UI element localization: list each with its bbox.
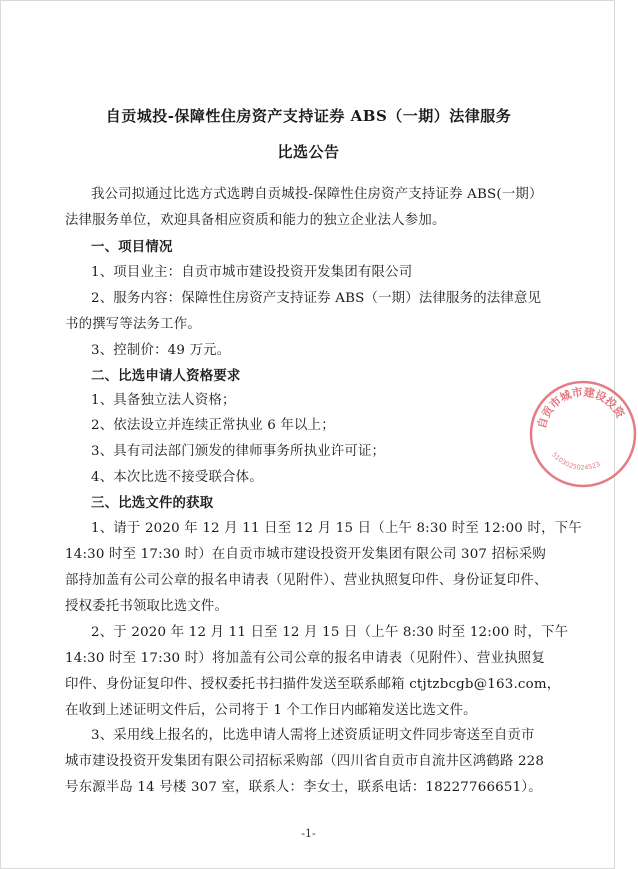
document-title: 自贡城投-保障性住房资产支持证券 ABS（一期）法律服务 bbox=[105, 107, 512, 125]
seal-code: 5103025024523 bbox=[550, 450, 602, 472]
acquisition-paragraph-line: 14:30 时至 17:30 时）将加盖有公司公章的报名申请表（见附件）、营业执照复 bbox=[65, 651, 545, 666]
document-subtitle: 比选公告 bbox=[277, 143, 340, 161]
qualification-item: 1、具备独立法人资格； bbox=[91, 393, 236, 408]
acquisition-paragraph-line: 在收到上述证明文件后，公司将于 1 个工作日内邮箱发送比选文件。 bbox=[65, 703, 477, 718]
page-number: -1- bbox=[301, 827, 316, 840]
seal-text: 自贡市城市建设投资 bbox=[535, 385, 627, 430]
acquisition-paragraph-line: 3、采用线上报名的，比选申请人需将上述资质证明文件同步寄送至自贡市 bbox=[91, 728, 535, 743]
section-heading-qualification: 二、比选申请人资格要求 bbox=[91, 368, 241, 384]
project-owner: 1、项目业主：自贡市城市建设投资开发集团有限公司 bbox=[91, 265, 413, 280]
intro-paragraph-line: 法律服务单位，欢迎具备相应资质和能力的独立企业法人参加。 bbox=[65, 213, 446, 228]
qualification-item: 2、依法设立并连续正常执业 6 年以上； bbox=[91, 418, 335, 433]
acquisition-paragraph-line: 14:30 时至 17:30 时）在自贡市城市建设投资开发集团有限公司 307 招标采购 bbox=[65, 547, 546, 562]
acquisition-paragraph-line: 部持加盖有公司公章的报名申请表（见附件）、营业执照复印件、身份证复印件、 bbox=[65, 573, 548, 588]
acquisition-paragraph-line: 授权委托书领取比选文件。 bbox=[65, 599, 229, 614]
section-heading-documents: 三、比选文件的获取 bbox=[91, 495, 214, 511]
control-price: 3、控制价：49 万元。 bbox=[91, 343, 231, 358]
intro-paragraph-line: 我公司拟通过比选方式选聘自贡城投-保障性住房资产支持证券 ABS(一期） bbox=[91, 187, 543, 202]
acquisition-paragraph-line: 1、请于 2020 年 12 月 11 日至 12 月 15 日（上午 8:30 时至 12:00 时，下午 bbox=[91, 521, 582, 536]
service-content-line: 书的撰写等法务工作。 bbox=[65, 317, 201, 332]
acquisition-paragraph-line: 号东源半岛 14 号楼 307 室，联系人：李女士，联系电话：18227766651）。 bbox=[65, 780, 542, 795]
service-content-line: 2、服务内容：保障性住房资产支持证券 ABS（一期）法律服务的法律意见 bbox=[91, 291, 542, 306]
svg-text:5103025024523 bbox=[550, 451, 601, 472]
section-heading-project: 一、项目情况 bbox=[91, 239, 173, 255]
acquisition-paragraph-line: 城市建设投资开发集团有限公司招标采购部（四川省自贡市自流井区鸿鹤路 228 bbox=[65, 754, 545, 769]
company-seal-icon bbox=[528, 379, 638, 489]
qualification-item: 3、具有司法部门颁发的律师事务所执业许可证； bbox=[91, 444, 386, 459]
qualification-item: 4、本次比选不接受联合体。 bbox=[91, 470, 263, 485]
acquisition-paragraph-line: 印件、身份证复印件、授权委托书扫描件发送至联系邮箱 ctjtzbcgb@163.com， bbox=[65, 677, 561, 692]
acquisition-paragraph-line: 2、于 2020 年 12 月 11 日至 12 月 15 日（上午 8:30 时至 12:00 时，下午 bbox=[91, 625, 569, 640]
